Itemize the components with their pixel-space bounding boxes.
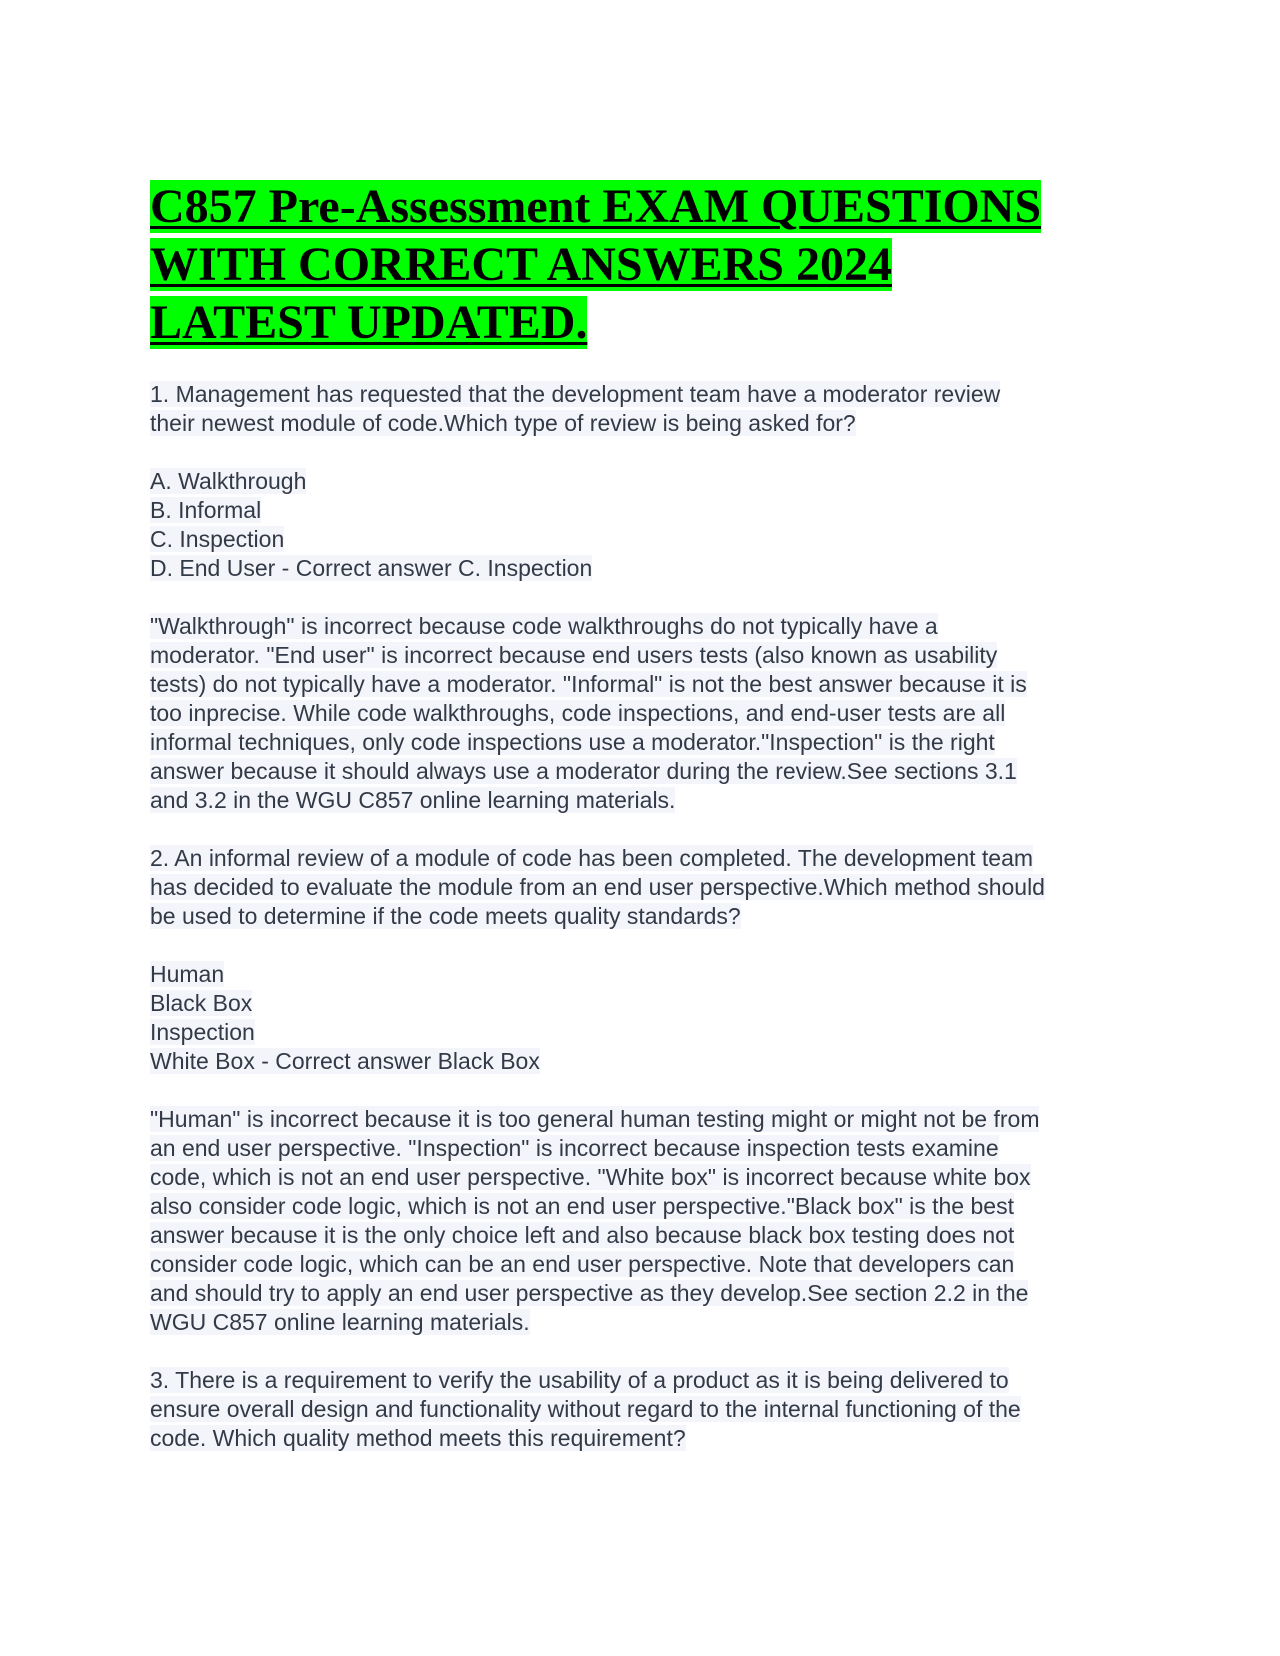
question-3 [150,1366,1140,1453]
document-title [150,178,1110,352]
title-line: WITH CORRECT ANSWERS 2024 [150,238,892,291]
explanation-line: and 3.2 in the WGU C857 online learning materials. [150,787,676,813]
answer-option: C. Inspection [150,526,285,552]
explanation-line: too inprecise. While code walkthroughs, code inspections, and end-user tests are all [150,700,1006,726]
explanation-line: answer because it should always use a moderator during the review.See sections 3.1 [150,758,1017,784]
question-text-line: 1. Management has requested that the development team have a moderator review [150,381,1001,407]
question-2-explanation [150,1105,1140,1337]
answer-option: Human [150,961,225,987]
question-1 [150,380,1140,438]
question-text-line: 3. There is a requirement to verify the usability of a product as it is being delivered to [150,1367,1009,1393]
explanation-line: an end user perspective. "Inspection" is incorrect because inspection tests examine [150,1135,999,1161]
answer-option: Black Box [150,990,253,1016]
document-body [150,380,1140,1453]
title-line: C857 Pre-Assessment EXAM QUESTIONS [150,180,1042,233]
explanation-line: also consider code logic, which is not an end user perspective."Black box" is the best [150,1193,1014,1219]
question-2 [150,844,1140,931]
explanation-line: code, which is not an end user perspective. "White box" is incorrect because white box [150,1164,1031,1190]
question-text-line: their newest module of code.Which type of review is being asked for? [150,410,856,436]
answer-option: B. Informal [150,497,262,523]
explanation-line: moderator. "End user" is incorrect because end users tests (also known as usability [150,642,998,668]
answer-option: D. End User - Correct answer C. Inspection [150,555,593,581]
question-text-line: be used to determine if the code meets quality standards? [150,903,741,929]
question-1-options [150,467,1140,583]
explanation-line: informal techniques, only code inspections use a moderator."Inspection" is the right [150,729,995,755]
question-text-line: has decided to evaluate the module from an end user perspective.Which method should [150,874,1045,900]
question-1-explanation [150,612,1140,815]
explanation-line: WGU C857 online learning materials. [150,1309,530,1335]
title-line: LATEST UPDATED. [150,296,588,349]
question-text-line: code. Which quality method meets this requirement? [150,1425,686,1451]
explanation-line: "Human" is incorrect because it is too general human testing might or might not be from [150,1106,1040,1132]
answer-option: Inspection [150,1019,255,1045]
question-text-line: 2. An informal review of a module of code has been completed. The development team [150,845,1034,871]
question-2-options [150,960,1140,1076]
explanation-line: answer because it is the only choice left and also because black box testing does not [150,1222,1015,1248]
answer-option: White Box - Correct answer Black Box [150,1048,540,1074]
answer-option: A. Walkthrough [150,468,307,494]
explanation-line: "Walkthrough" is incorrect because code walkthroughs do not typically have a [150,613,938,639]
explanation-line: consider code logic, which can be an end user perspective. Note that developers can [150,1251,1015,1277]
question-text-line: ensure overall design and functionality without regard to the internal functioning of the [150,1396,1021,1422]
explanation-line: and should try to apply an end user perspective as they develop.See section 2.2 in the [150,1280,1029,1306]
explanation-line: tests) do not typically have a moderator. "Informal" is not the best answer because it is [150,671,1027,697]
